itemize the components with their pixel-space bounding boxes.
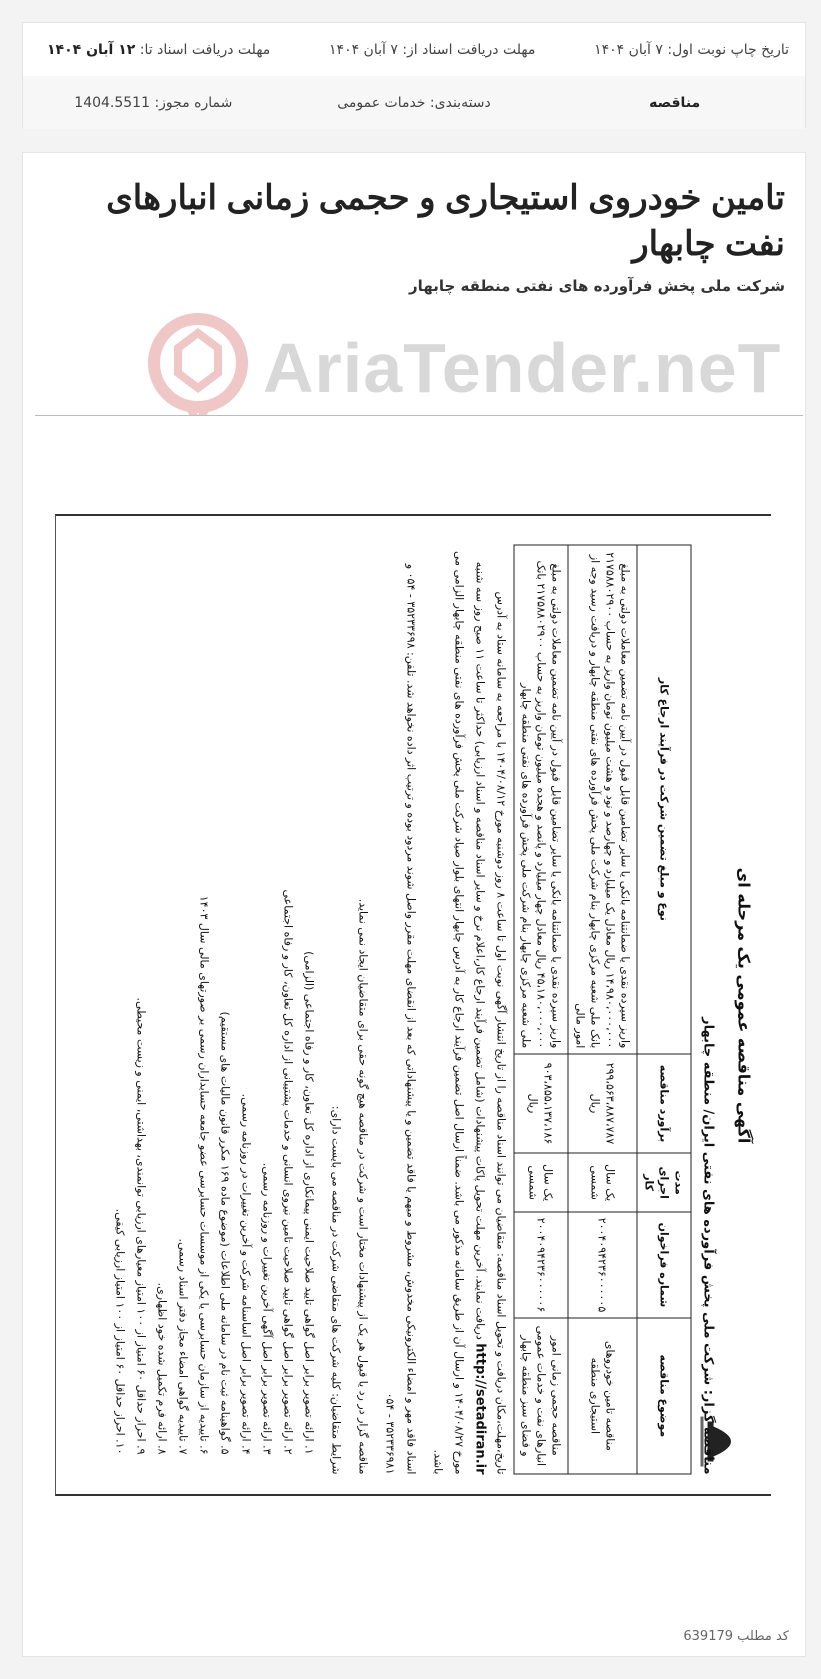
print-date-label: تاریخ چاپ نوبت اول:: [667, 41, 789, 58]
rotated-document: [56, 516, 771, 1494]
post-code-label: کد مطلب: [737, 1629, 789, 1644]
receive-from: [329, 42, 535, 58]
paragraph-contact: اسناد فاقد مهر و امضاء الکترونیکی مخدوش، مشروط و مبهم یا فاقد تضمین و یا پیشنهاداتی که بعد از انقضای مهلت مقرر واصل شوند مردود بوده و ترتیب اثر داده نخواهد شد. تلفن: ۳۵۲۳۳۶۹۸ - ۰۵۴ و ۳۵۲۳۳۶۹۸۱ - ۰۵۴: [383, 563, 417, 1474]
list-item: ۳. ارائه تصویر برابر اصل آگهی آخرین تغییرات و روزنامه رسمی.: [260, 1162, 273, 1454]
receive-to-label: مهلت دریافت اسناد تا:: [139, 41, 271, 58]
print-date-value: ۷ آبان ۱۴۰۴: [594, 41, 663, 58]
document-body: [109, 544, 511, 1474]
rotated-content-wrap: [56, 516, 771, 1494]
list-item: ۴. ارائه تصویر برابر اصل اساسنامه شرکت و آخرین تغییرات در روزنامه رسمی.: [239, 1093, 252, 1454]
list-item: ۱. ارائه تصویر برابر اصل گواهی تایید صلاحیت ایمنی پیمانکاری از اداره کل تعاون، کار و رفاه اجتماعی (الزامی): [302, 950, 315, 1454]
list-item: ۷. تاییدیه گواهی امضاء مجاز دفتر اسناد رسمی.: [176, 1238, 189, 1454]
receive-from-label: مهلت دریافت اسناد از:: [402, 41, 536, 58]
setad-link[interactable]: http://setadiran.ir: [472, 1342, 487, 1474]
license-label: شماره مجوز:: [154, 94, 233, 111]
row-guarantee: واریز سپرده نقدی یا ضمانتنامه بانکی یا سایر تضامین قابل قبول در آیین نامه تضمین معاملات دولتی به مبلغ ۴۵،۱۸۰،۰۰۰،۰۰۰ ریال معادل چهار میلیارد و پانصد و هجده میلیون تومان واریز به حساب ۲۱۷۵۸۸۰۲۹۰۰ بانک ملی شعبه مرکزی چابهار بنام شرکت ملی پخش فرآورده های نفتی منطقه چابهار: [514, 545, 568, 1054]
row-estimate: ۹۰۳،۸۵۵،۱۳۷،۱۸۶ ریال: [514, 1053, 568, 1152]
conditions-title: شرایط متقاضیان: کلیه شرکت های متقاضی شرکت در مناقصه می بایست دارای:: [329, 1105, 342, 1474]
tender-type: مناقصه: [649, 94, 701, 111]
meta-info-row: [23, 76, 805, 129]
column-number: شماره فراخوان: [637, 1212, 691, 1318]
receive-to: [47, 42, 270, 58]
paragraph-rights: مناقصه گزار در رد یا قبول هر یک از پیشنهادات مختار است و شرکت در مناقصه هیچ گونه حقی برای متقاضیان ایجاد نمی نماید.: [356, 898, 369, 1474]
column-guarantee: نوع و مبلغ تضمین شرکت در فرآیند ارجاع کار: [637, 545, 691, 1054]
document-page: [55, 514, 771, 1496]
column-subject: موضوع مناقصه: [637, 1317, 691, 1473]
post-code: [683, 1629, 789, 1644]
paragraph-deadline: تاریخ،مهلت،مکان دریافت و تحویل اسناد مناقصه: متقاضیان می توانند اسناد مناقصه را از تاریخ انتشار آگهی نوبت اول تا ساعت ۸ روز دوشنبه مورخ ۱۴۰۴/۰۸/۱۲ با مراجعه به سامانه ستاد به آدرس: [494, 590, 507, 1474]
category-value[interactable]: خدمات عمومی: [337, 94, 426, 111]
category: [284, 95, 545, 111]
organization-name[interactable]: شرکت ملی پخش فرآورده های نفتی منطقه چابهار: [409, 277, 785, 295]
row-subject: مناقصه حجمی زمانی امور انبارهای نفت و خدمات عمومی و فضای سبز منطقه چابهار: [514, 1317, 568, 1473]
row-estimate: ۲۹۹،۵۶۳،۸۸۷،۷۸۷ ریال: [568, 1053, 637, 1152]
column-estimate: برآورد مناقصه: [637, 1053, 691, 1152]
list-item: ۶. تاییدیه از سازمان حسابرسی یا یکی از موسسات حسابرسی عضو جامعه حسابداران رسمی بر صورتهای مالی سال ۱۴۰۳: [197, 895, 210, 1454]
post-code-value: 639179: [683, 1629, 734, 1644]
print-date: [594, 42, 789, 58]
license: [23, 95, 284, 111]
list-item: ۵. گواهینامه ثبت نام در سامانه ملی اطلاعات (موضوع ماده ۱۶۹ مکرر قانون مالیات های مستقیم): [218, 1011, 231, 1454]
list-item: ۸. ارائه فرم تکمیل شده خود اظهاری.: [155, 1282, 168, 1454]
paragraph-submission: دریافت نمایند. آخرین مهلت تحویل پاکات پیشنهادات (شامل تضمین فرآیند ارجاع کار،اعلام نرخ و سایر اسناد مناقصه و اسناد ارزیابی) حداکثر تا ساعت ۱۱ صبح روز سه شنبه مورخ ۱۴۰۴/۰۸/۲۷ و ارسال آن از طریق سامانه مذکور می باشد. ضمناً ارسال اصل تضمین فرآیند ارجاع کار به آدرس چابهار انتهای بلوار صیاد شرکت ملی پخش فرآورده های نفتی منطقه چابهار الزامی می باشد.: [431, 550, 486, 1474]
watermark-logo-icon: [143, 303, 253, 433]
category-label: دسته‌بندی:: [429, 94, 491, 111]
tender-document-image: [35, 415, 803, 1556]
document-title: آگهی مناقصه عمومی یک مرحله ای: [734, 867, 753, 1143]
list-item: ۲. ارائه تصویر برابر اصل گواهی تایید صلاحیت تامین نیروی انسانی و خدمات پشتیبانی از اداره کل تعاون، کار و رفاه اجتماعی: [281, 888, 294, 1454]
table-row: [514, 545, 568, 1474]
row-number: ۲۰۰۴۰۹۴۲۳۶۰۰۰۰۰۶: [514, 1212, 568, 1318]
tender-meta-card: [22, 22, 806, 128]
row-guarantee: واریز سپرده نقدی یا ضمانتنامه بانکی یا سایر تضامین قابل قبول در آیین نامه تضمین معاملات دولتی به مبلغ ۱۴،۹۸۰،۰۰۰،۰۰۰ ریال معادل یک میلیارد و چهارصد و نود و هشت میلیون تومان واریز به حساب ۲۱۷۵۸۸۰۲۹۰۰ بانک ملی شعبه مرکزی چابهار بنام شرکت ملی پخش فرآورده های نفتی منطقه چابهار و دریافت رسید وجه از امور مالی: [568, 545, 637, 1054]
page-title: تامین خودروی استیجاری و حجمی زمانی انبارهای نفت چابهار: [106, 179, 785, 263]
document-paragraph: [427, 544, 511, 1474]
receive-from-value: ۷ آبان ۱۴۰۴: [329, 41, 398, 58]
license-value: 1404.5511: [74, 94, 150, 111]
tender-table: [513, 544, 691, 1474]
table-header-row: [637, 545, 691, 1474]
list-item: ۱۰. احراز حداقل ۶۰ امتیاز از ۱۰۰ امتیاز ارزیابی کیفی.: [113, 1208, 126, 1454]
row-duration: یک سال شمسی: [514, 1153, 568, 1212]
meta-dates-row: [23, 23, 805, 76]
list-item: ۹. احراز حداقل ۶۰ امتیاز از ۱۰۰ امتیاز معیارهای ارزیابی توانمندی، بهداشتی، ایمنی و زیست محیطی.: [134, 996, 147, 1454]
row-duration: یک سال شمسی: [568, 1153, 637, 1212]
conditions-list: [109, 544, 319, 1474]
tender-content-card: [22, 152, 806, 1657]
table-row: [568, 545, 637, 1474]
row-subject: مناقصه تامین خودروهای استیجاری منطقه: [568, 1317, 637, 1473]
column-duration: مدت اجرای کار: [637, 1153, 691, 1212]
document-header: مناقصه گزار: شرکت ملی پخش فرآورده های نفتی ایران/ منطقه چابهار: [700, 1016, 715, 1474]
receive-to-value: ۱۲ آبان ۱۴۰۴: [47, 41, 136, 58]
watermark-text: AriaTender.neT: [263, 329, 782, 407]
row-number: ۲۰۰۴۰۹۴۲۳۶۰۰۰۰۰۵: [568, 1212, 637, 1318]
